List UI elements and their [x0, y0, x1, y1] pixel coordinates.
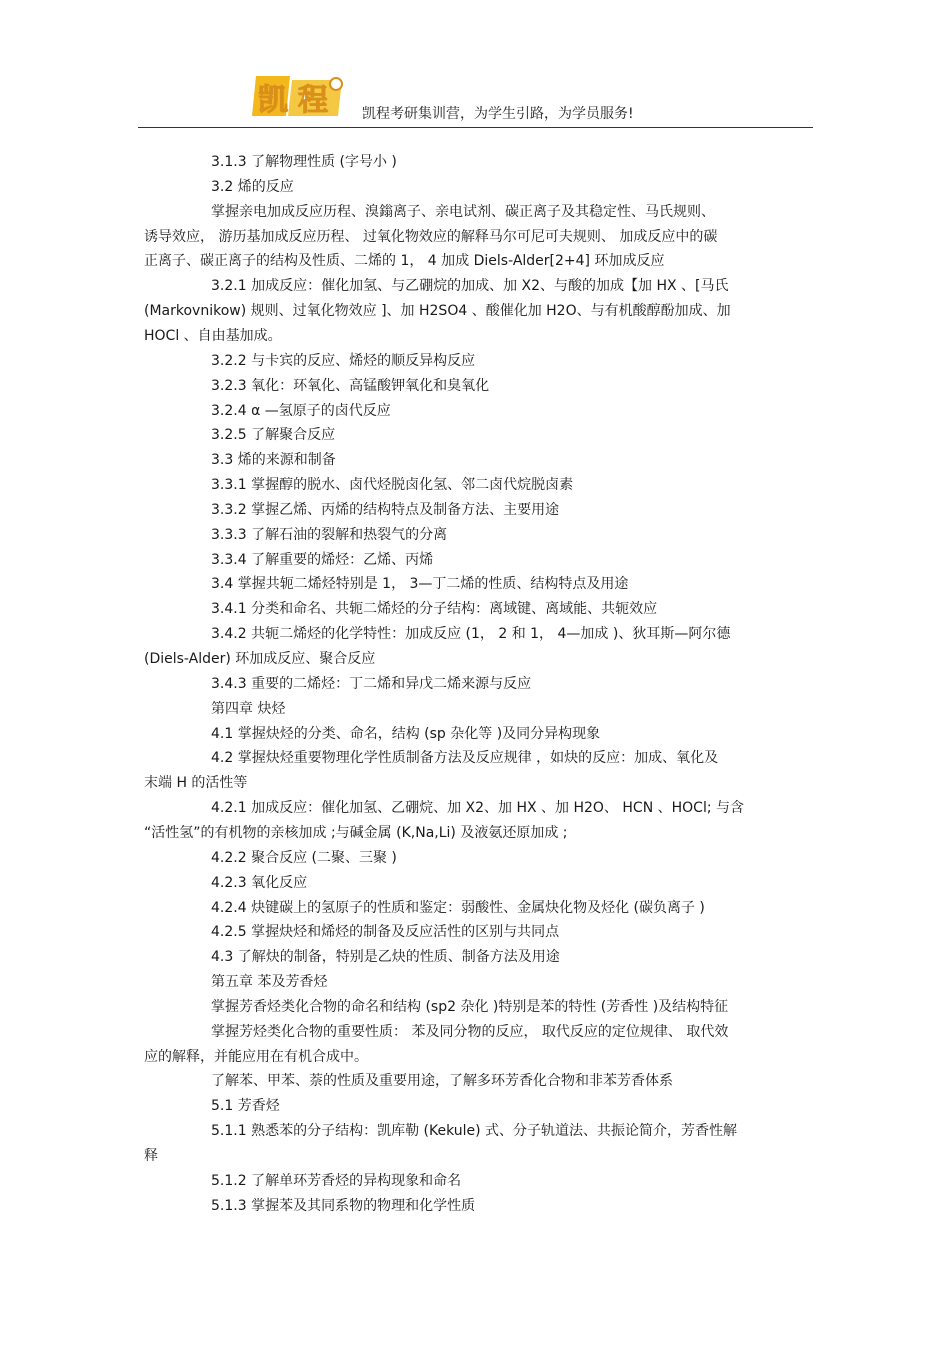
text-line: 3.4 掌握共轭二烯烃特别是 1， 3—丁二烯的性质、结构特点及用途: [211, 576, 629, 593]
text-line: 3.3 烯的来源和制备: [211, 452, 336, 469]
text-line: 3.2.3 氧化：环氧化、高锰酸钾氧化和臭氧化: [211, 377, 490, 394]
text-line: 末端 H 的活性等: [144, 775, 248, 792]
text-line: 3.4.2 共轭二烯烃的化学特性：加成反应 (1， 2 和 1， 4—加成 )、狄耳斯—阿尔德: [211, 626, 731, 643]
text-line: HOCl 、自由基加成。: [144, 327, 282, 344]
svg-text:程: 程: [298, 83, 328, 118]
text-line: 4.2.5 掌握炔烃和烯烃的制备及反应活性的区别与共同点: [211, 924, 560, 941]
text-line: 应的解释，并能应用在有机合成中。: [144, 1048, 368, 1065]
text-line: 3.2.1 加成反应：催化加氢、与乙硼烷的加成、加 X2、与酸的加成【加 HX 、[马氏: [211, 278, 729, 295]
text-line: 正离子、碳正离子的结构及性质、二烯的 1， 4 加成 Diels-Alder[2+4] 环加成反应: [144, 253, 665, 270]
header-slogan: 凯程考研集训营，为学生引路，为学员服务!: [362, 106, 634, 122]
text-line: 3.3.4 了解重要的烯烃：乙烯、丙烯: [211, 551, 434, 568]
text-line: 3.4.1 分类和命名、共轭二烯烃的分子结构：离域键、离域能、共轭效应: [211, 601, 658, 618]
text-line: (Diels-Alder) 环加成反应、聚合反应: [144, 651, 376, 667]
text-line: 释: [144, 1148, 158, 1164]
text-line: 4.2 掌握炔烃重要物理化学性质制备方法及反应规律 ，如炔的反应：加成、氧化及: [211, 750, 719, 767]
text-line: 3.1.3 了解物理性质 (字号小 ): [211, 154, 397, 170]
text-line: 4.2.2 聚合反应 (二聚、三聚 ): [211, 849, 397, 866]
text-line: 4.2.4 炔键碳上的氢原子的性质和鉴定：弱酸性、金属炔化物及烃化 (碳负离子 ): [211, 899, 705, 916]
svg-text:凯: 凯: [258, 83, 288, 118]
text-line: 第五章 苯及芳香烃: [211, 974, 328, 991]
text-line: 5.1 芳香烃: [211, 1098, 280, 1115]
text-line: 5.1.1 熟悉苯的分子结构：凯库勒 (Kekule) 式、分子轨道法、共振论简介，芳香性解: [211, 1123, 738, 1140]
text-line: 3.2 烯的反应: [211, 178, 294, 195]
text-line: 3.4.3 重要的二烯烃：丁二烯和异戊二烯来源与反应: [211, 675, 532, 692]
kaicheng-logo: [250, 70, 346, 122]
text-line: 4.2.1 加成反应：催化加氢、乙硼烷、加 X2、加 HX 、加 H2O、 HCN 、HOCl; 与含: [211, 800, 744, 817]
text-line: (Markovnikow) 规则、过氧化物效应 ]、加 H2SO4 、酸催化加 H2O、与有机酸醇酚加成、加: [144, 303, 731, 320]
text-line: 5.1.2 了解单环芳香烃的异构现象和命名: [211, 1172, 462, 1189]
text-line: 3.2.5 了解聚合反应: [211, 427, 336, 444]
text-line: 3.3.3 了解石油的裂解和热裂气的分离: [211, 526, 448, 543]
text-line: 了解苯、甲苯、萘的性质及重要用途，了解多环芳香化合物和非苯芳香体系: [211, 1073, 673, 1090]
text-line: 4.2.3 氧化反应: [211, 874, 308, 891]
text-line: 3.2.2 与卡宾的反应、烯烃的顺反异构反应: [211, 352, 476, 369]
text-line: 3.3.1 掌握醇的脱水、卤代烃脱卤化氢、邻二卤代烷脱卤素: [211, 477, 574, 494]
text-line: 5.1.3 掌握苯及其同系物的物理和化学性质: [211, 1197, 476, 1214]
text-line: “活性氢”的有机物的亲核加成 ;与碱金属 (K,Na,Li) 及液氨还原加成 ;: [144, 824, 568, 841]
text-line: 掌握芳烃类化合物的重要性质： 苯及同分物的反应， 取代反应的定位规律、 取代效: [211, 1023, 729, 1040]
text-line: 3.3.2 掌握乙烯、丙烯的结构特点及制备方法、主要用途: [211, 501, 560, 518]
header-divider: [138, 127, 813, 128]
text-line: 掌握亲电加成反应历程、溴鎓离子、亲电试剂、碳正离子及其稳定性、马氏规则、: [211, 203, 715, 220]
text-line: 4.1 掌握炔烃的分类、命名，结构 (sp 杂化等 )及同分异构现象: [211, 725, 601, 742]
text-line: 第四章 炔烃: [211, 700, 286, 717]
text-line: 诱导效应， 游历基加成反应历程、 过氧化物效应的解释马尔可尼可夫规则、 加成反应中的碳: [144, 228, 718, 245]
text-line: 掌握芳香烃类化合物的命名和结构 (sp2 杂化 )特别是苯的特性 (芳香性 )及结构特征: [211, 998, 729, 1015]
text-line: 3.2.4 α —氢原子的卤代反应: [211, 402, 391, 419]
page-header: [0, 0, 950, 130]
text-line: 4.3 了解炔的制备，特别是乙炔的性质、制备方法及用途: [211, 949, 560, 966]
